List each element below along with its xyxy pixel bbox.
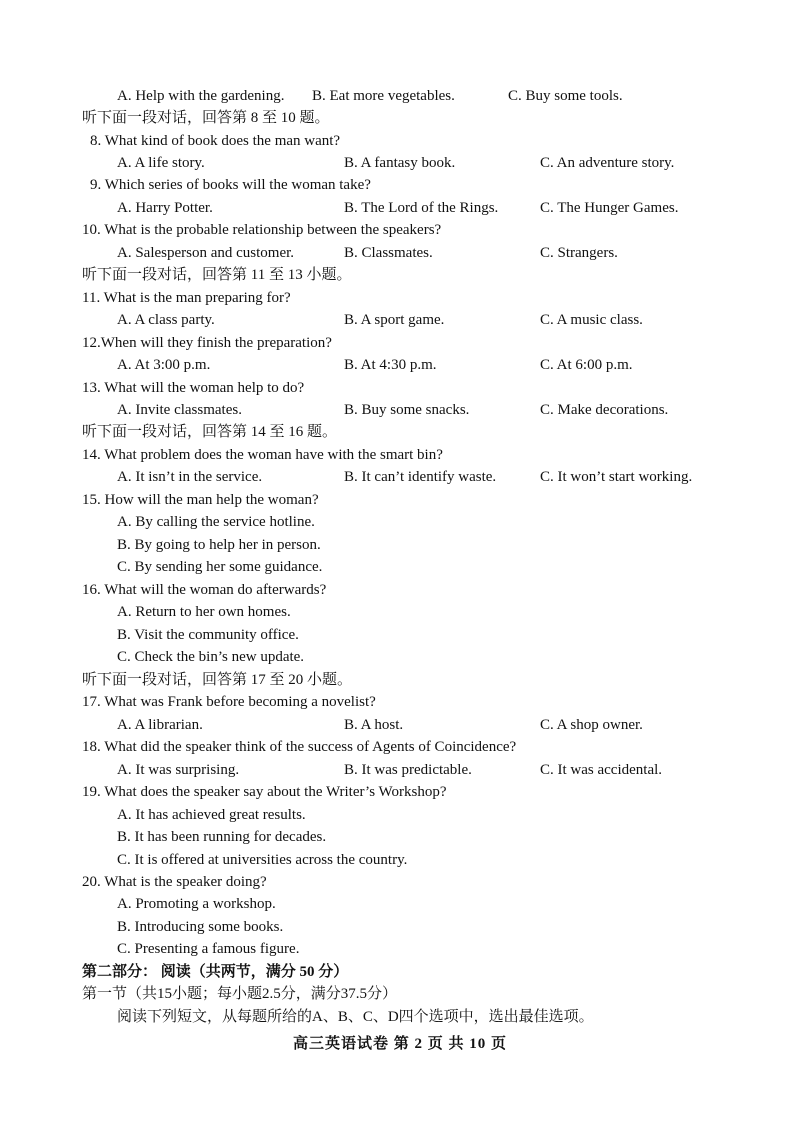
- text-line: 15. How will the man help the woman?: [82, 492, 319, 508]
- answer-option-b: B. Classmates.: [344, 245, 433, 261]
- text-line: 12.When will they finish the preparation?: [82, 335, 332, 351]
- answer-option-a: A. It was surprising.: [117, 762, 240, 778]
- answer-option-c: C. It was accidental.: [540, 762, 663, 778]
- answer-option-b: B. A sport game.: [344, 312, 445, 328]
- answer-option-b: B. A fantasy book.: [344, 155, 456, 171]
- text-line: 阅读下列短文，从每题所给的A、B、C、D四个选项中，选出最佳选项。: [117, 1009, 594, 1025]
- answer-option-c: C. Make decorations.: [540, 402, 669, 418]
- answer-option-b: B. Buy some snacks.: [344, 402, 470, 418]
- text-line: 11. What is the man preparing for?: [82, 290, 291, 306]
- text-line: 20. What is the speaker doing?: [82, 874, 267, 890]
- answer-option-a: A. A librarian.: [117, 717, 203, 733]
- answer-option-c: C. An adventure story.: [540, 155, 675, 171]
- answer-option-a: A. Help with the gardening.: [117, 88, 285, 104]
- text-line: B. Introducing some books.: [117, 919, 284, 935]
- text-line: A. It has achieved great results.: [117, 807, 306, 823]
- answer-option-a: A. Salesperson and customer.: [117, 245, 295, 261]
- text-line: A. Promoting a workshop.: [117, 896, 276, 912]
- text-line: C. It is offered at universities across the country.: [117, 852, 408, 868]
- text-line: 19. What does the speaker say about the Writer’s Workshop?: [82, 784, 447, 800]
- answer-option-a: A. Invite classmates.: [117, 402, 242, 418]
- text-line: C. Presenting a famous figure.: [117, 941, 300, 957]
- answer-option-c: C. At 6:00 p.m.: [540, 357, 633, 373]
- answer-option-b: B. At 4:30 p.m.: [344, 357, 437, 373]
- text-line: B. It has been running for decades.: [117, 829, 327, 845]
- text-line: 第一节（共15小题；每小题2.5分，满分37.5分）: [82, 986, 398, 1002]
- answer-option-c: C. It won’t start working.: [540, 469, 693, 485]
- text-line: 17. What was Frank before becoming a novelist?: [82, 694, 376, 710]
- answer-option-a: A. Harry Potter.: [117, 200, 213, 216]
- text-line: 听下面一段对话，回答第 8 至 10 题。: [82, 110, 330, 126]
- text-line: 13. What will the woman help to do?: [82, 380, 305, 396]
- answer-option-a: A. It isn’t in the service.: [117, 469, 263, 485]
- answer-option-b: B. It was predictable.: [344, 762, 472, 778]
- answer-option-c: C. Buy some tools.: [508, 88, 623, 104]
- answer-option-c: C. A music class.: [540, 312, 643, 328]
- text-line: B. By going to help her in person.: [117, 537, 321, 553]
- answer-option-a: A. A class party.: [117, 312, 215, 328]
- text-line: 16. What will the woman do afterwards?: [82, 582, 327, 598]
- answer-option-a: A. A life story.: [117, 155, 205, 171]
- answer-option-b: B. It can’t identify waste.: [344, 469, 497, 485]
- text-line: 8. What kind of book does the man want?: [90, 133, 341, 149]
- text-line: C. Check the bin’s new update.: [117, 649, 305, 665]
- text-line: 14. What problem does the woman have with the smart bin?: [82, 447, 443, 463]
- answer-option-b: B. Eat more vegetables.: [312, 88, 455, 104]
- text-line: B. Visit the community office.: [117, 627, 299, 643]
- text-line: 9. Which series of books will the woman take?: [90, 177, 371, 193]
- text-line: 18. What did the speaker think of the success of Agents of Coincidence?: [82, 739, 517, 755]
- text-line: 10. What is the probable relationship between the speakers?: [82, 222, 442, 238]
- text-line: 听下面一段对话，回答第 17 至 20 小题。: [82, 672, 353, 688]
- text-line: 听下面一段对话，回答第 11 至 13 小题。: [82, 267, 352, 283]
- text-line: A. By calling the service hotline.: [117, 514, 315, 530]
- answer-option-a: A. At 3:00 p.m.: [117, 357, 211, 373]
- answer-option-c: C. The Hunger Games.: [540, 200, 679, 216]
- text-line: C. By sending her some guidance.: [117, 559, 323, 575]
- section-heading: 第二部分： 阅读（共两节，满分 50 分）: [82, 964, 349, 980]
- answer-option-c: C. A shop owner.: [540, 717, 643, 733]
- page-footer: 高三英语试卷 第 2 页 共 10 页: [292, 1036, 507, 1052]
- answer-option-c: C. Strangers.: [540, 245, 618, 261]
- answer-option-b: B. A host.: [344, 717, 404, 733]
- text-line: A. Return to her own homes.: [117, 604, 291, 620]
- answer-option-b: B. The Lord of the Rings.: [344, 200, 499, 216]
- text-line: 听下面一段对话，回答第 14 至 16 题。: [82, 424, 338, 440]
